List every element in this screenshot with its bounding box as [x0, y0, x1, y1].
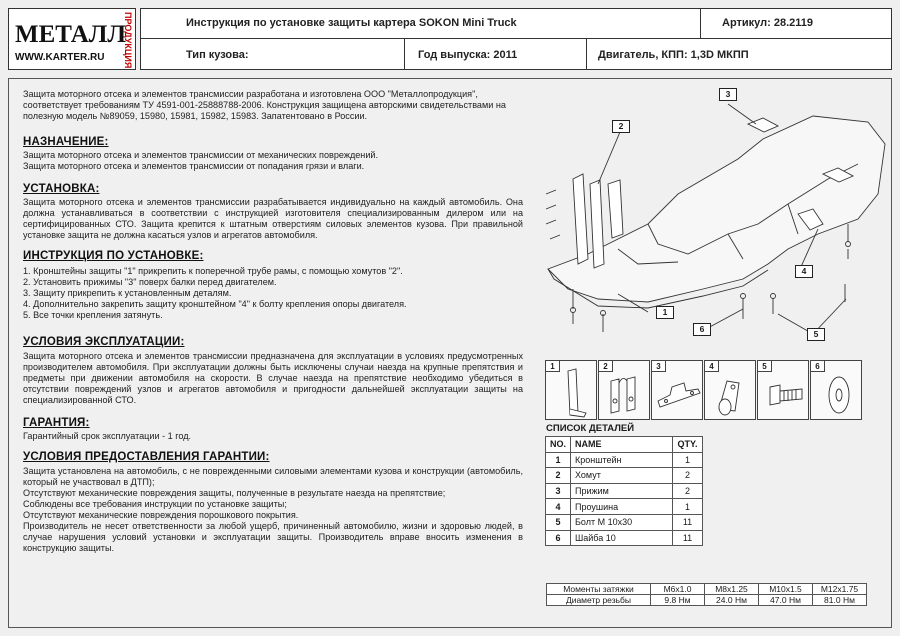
table-row: 3 Прижим 2	[546, 483, 703, 499]
install-text: Защита моторного отсека и элементов трансмиссии разрабатывается индивидуально на каждый автомобиль. Она должна устанавливаться в соответствии с инструкцией изготовителя специализированным дилером или на сертифицированных СТО. Защита крепится к штатным отверстиям силовых элементов кузова. При правильной установке защита не должна касаться узлов и агрегатов автомобиля.	[23, 197, 523, 240]
callout-6: 6	[693, 323, 711, 336]
engine-gearbox: Двигатель, КПП: 1,3D МКПП	[598, 49, 749, 61]
document-title: Инструкция по установке защиты картера SOKON Mini Truck	[186, 17, 517, 29]
table-row: 4 Проушина 1	[546, 499, 703, 515]
model-year: Год выпуска: 2011	[418, 49, 518, 61]
part-thumb-4: 4	[704, 360, 756, 420]
table-row: 2 Хомут 2	[546, 468, 703, 484]
part-thumb-6: 6	[810, 360, 862, 420]
warranty-terms-heading: УСЛОВИЯ ПРЕДОСТАВЛЕНИЯ ГАРАНТИИ:	[23, 451, 270, 463]
install-heading: УСТАНОВКА:	[23, 183, 100, 195]
table-row: 6 Шайба 10 11	[546, 530, 703, 546]
steps-heading: ИНСТРУКЦИЯ ПО УСТАНОВКЕ:	[23, 250, 204, 262]
part-thumb-1: 1	[545, 360, 597, 420]
step-5: 5. Все точки крепления затянуть.	[23, 310, 163, 320]
callout-2: 2	[612, 120, 630, 133]
torque-table	[546, 583, 867, 606]
conditions-heading: УСЛОВИЯ ЭКСПЛУАТАЦИИ:	[23, 336, 185, 348]
parts-table	[545, 436, 703, 546]
col-name: NAME	[571, 437, 673, 453]
table-row: 1 Кронштейн 1	[546, 452, 703, 468]
part-thumb-2: 2	[598, 360, 650, 420]
steps-list	[23, 266, 523, 321]
callout-3: 3	[719, 88, 737, 101]
logo-wordmark: МЕТАЛЛ	[15, 21, 127, 48]
warranty-text: Гарантийный срок эксплуатации - 1 год.	[23, 431, 192, 441]
parts-list-title: СПИСОК ДЕТАЛЕЙ	[546, 423, 635, 434]
callout-4: 4	[795, 265, 813, 278]
callout-1: 1	[656, 306, 674, 319]
assembly-drawing	[528, 84, 890, 346]
warranty-terms-text: Защита установлена на автомобиль, с не поврежденными силовыми элементами кузова и конструкции (автомобиль, который не участвовал в ДТП); Отсутствуют механические повреждения защиты, полученные в результате наезда на препятствие; Соблюдены все требования инструкции по установке защиты; Отсутствуют механические повреждения порошкового покрытия. Производитель не несет ответственности за любой ущерб, причиненный автомобилю, жизни и здоровью людей, в случае нарушения условий установки и эксплуатации защиты. Производитель вправе вносить изменения в конструкцию защиты.	[23, 466, 523, 553]
article-number: Артикул: 28.2119	[722, 17, 814, 29]
step-1: 1. Кронштейны защиты "1" прикрепить к поперечной трубе рамы, с помощью хомутов "2".	[23, 266, 403, 276]
intro-text: Защита моторного отсека и элементов трансмиссии разработана и изготовлена ООО "Металлопродукция", соответствует требованиям ТУ 4591-001-25888788-2006. Конструкция защищена авторскими свидетельствами на полезную модель №89059, 15980, 15981, 15982, 15983. Запатентовано в России.	[23, 89, 506, 121]
step-3: 3. Защиту прикрепить к установленным деталям.	[23, 288, 232, 298]
company-logo	[8, 8, 136, 70]
logo-side-text: ПРОДУКЦИЯ	[123, 12, 133, 69]
purpose-heading: НАЗНАЧЕНИЕ:	[23, 136, 109, 148]
part-thumb-3: 3	[651, 360, 703, 420]
col-qty: QTY.	[673, 437, 703, 453]
conditions-text: Защита моторного отсека и элементов трансмиссии предназначена для эксплуатации в условиях предусмотренных производителем автомобиля. При эксплуатации должны быть исключены случаи наезда на крупные препятствия и предметы при движении автомобиля на скорости. В случае наезда на препятствие необходимо убедиться в отсутствии повреждений узлов и агрегатов автомобиля и пригодности дальнейшей эксплуатации защиты на специализированной СТО.	[23, 351, 523, 405]
logo-url: WWW.KARTER.RU	[15, 52, 105, 63]
warranty-heading: ГАРАНТИЯ:	[23, 417, 90, 429]
part-thumb-5: 5	[757, 360, 809, 420]
body-type: Тип кузова:	[186, 49, 249, 61]
step-2: 2. Установить прижимы "3" поверх балки перед двигателем.	[23, 277, 277, 287]
step-4: 4. Дополнительно закрепить защиту кронштейном "4" к болту крепления опоры двигателя.	[23, 299, 407, 309]
table-row: Диаметр резьбы 9.8 Нм 24.0 Нм 47.0 Нм 81.0 Нм	[547, 595, 867, 606]
purpose-text: Защита моторного отсека и элементов трансмиссии от механических повреждений. Защита моторного отсека и элементов трансмиссии от попадания грязи и влаги.	[23, 150, 379, 171]
table-row: 5 Болт М 10х30 11	[546, 514, 703, 530]
table-row: Моменты затяжки M6x1.0 M8x1.25 M10x1.5 M12x1.75	[547, 584, 867, 595]
callout-5: 5	[807, 328, 825, 341]
col-no: NO.	[546, 437, 571, 453]
